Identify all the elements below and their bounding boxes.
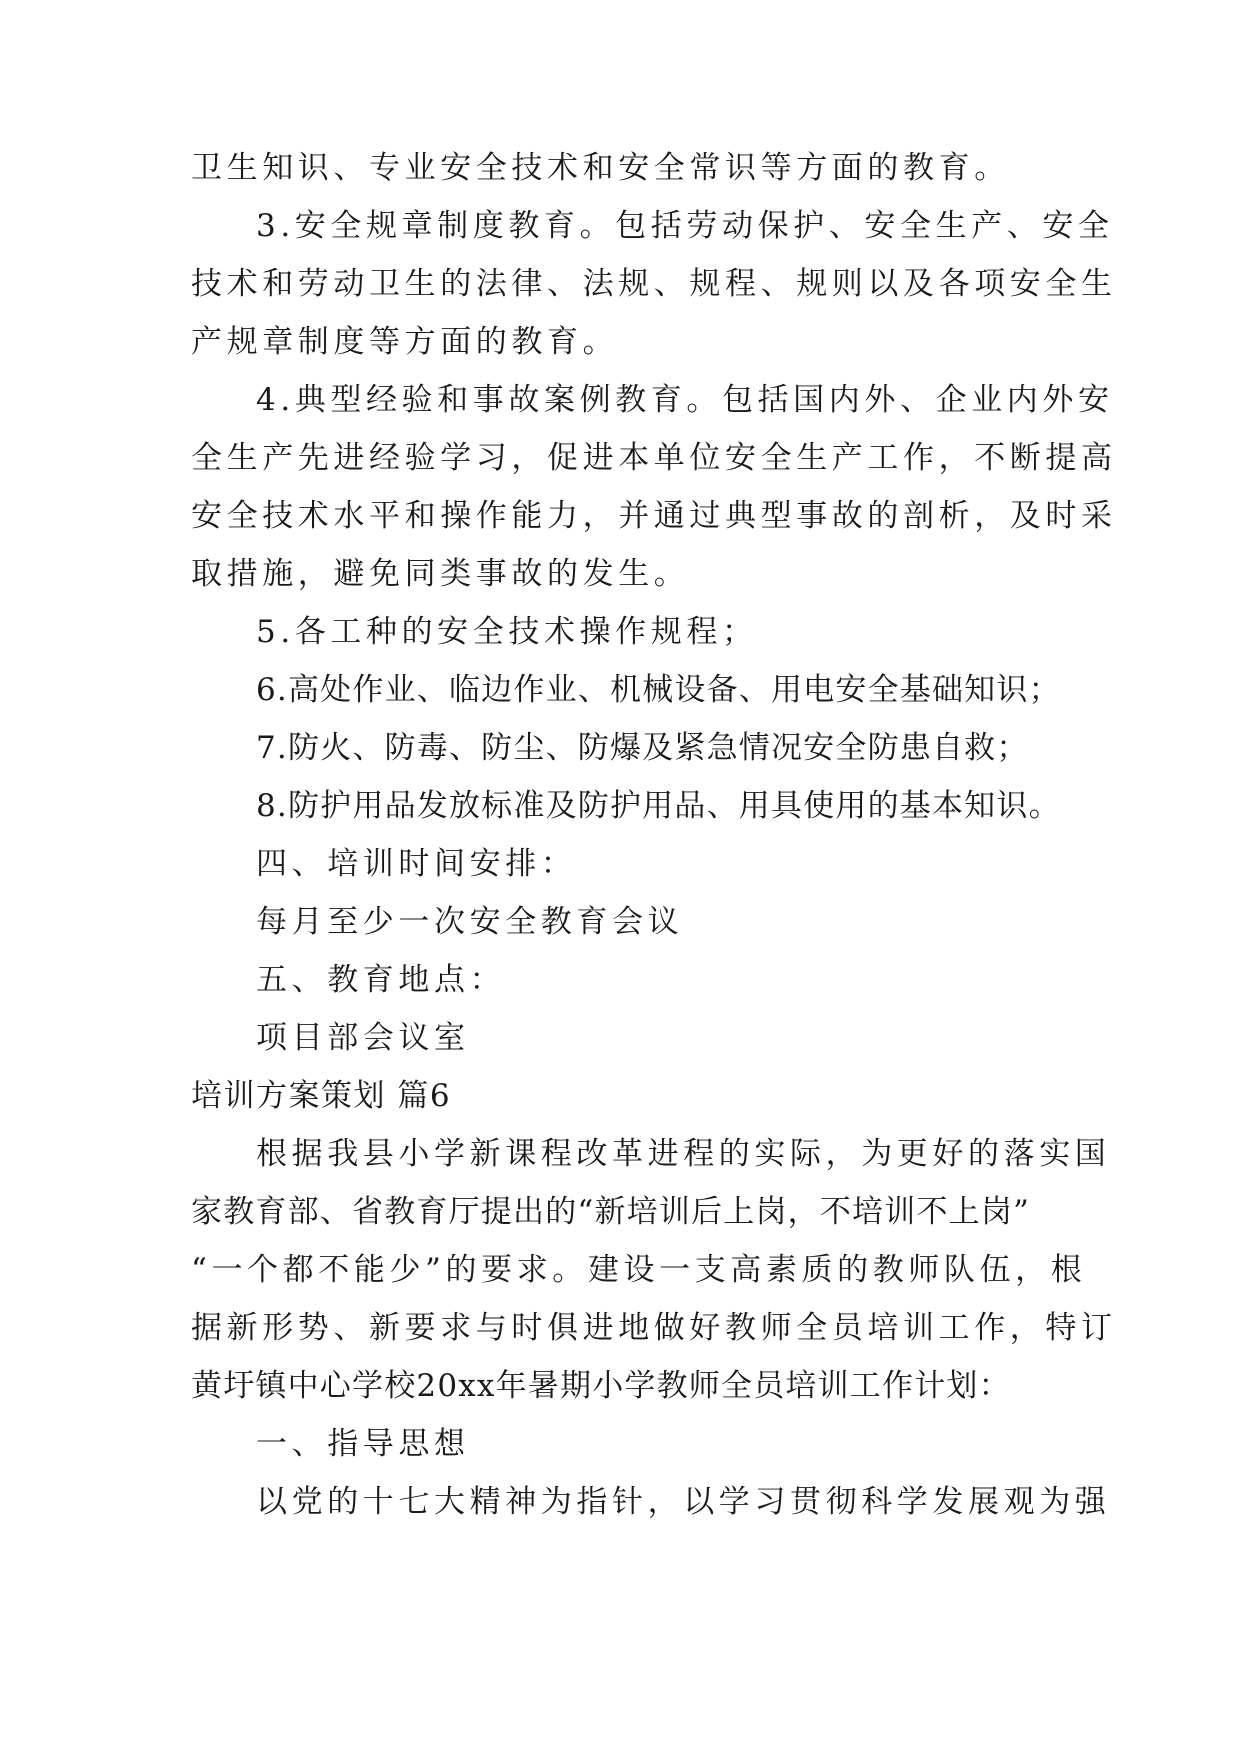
text-line: 7.防火、防毒、防尘、防爆及紧急情况安全防患自救； xyxy=(256,730,1029,766)
text-line: 安全技术水平和操作能力，并通过典型事故的剖析，及时采 xyxy=(191,498,1117,534)
text-line: 家教育部、省教育厅提出的“新培训后上岗，不培训不上岗” xyxy=(191,1194,1031,1230)
section-heading: 一、指导思想 xyxy=(256,1426,470,1462)
text-line: 项目部会议室 xyxy=(256,1020,470,1056)
text-line: 全生产先进经验学习，促进本单位安全生产工作，不断提高 xyxy=(191,440,1117,476)
text-line: 黄圩镇中心学校20xx年暑期小学教师全员培训工作计划： xyxy=(191,1368,1011,1404)
text-line: “一个都不能少”的要求。建设一支高素质的教师队伍，根 xyxy=(191,1252,1087,1288)
text-line: 每月至少一次安全教育会议 xyxy=(256,904,684,940)
text-line: 技术和劳动卫生的法律、法规、规程、规则以及各项安全生 xyxy=(191,266,1117,302)
text-line: 取措施，避免同类事故的发生。 xyxy=(191,556,690,592)
text-line: 卫生知识、专业安全技术和安全常识等方面的教育。 xyxy=(191,150,1010,186)
text-line: 根据我县小学新课程改革进程的实际，为更好的落实国 xyxy=(256,1136,1111,1172)
text-line: 8.防护用品发放标准及防护用品、用具使用的基本知识。 xyxy=(256,788,1061,824)
text-line: 6.高处作业、临边作业、机械设备、用电安全基础知识； xyxy=(256,672,1061,708)
text-line: 产规章制度等方面的教育。 xyxy=(191,324,619,360)
text-line: 以党的十七大精神为指针，以学习贯彻科学发展观为强 xyxy=(256,1484,1111,1520)
article-title: 培训方案策划 篇6 xyxy=(191,1078,452,1114)
text-line: 3.安全规章制度教育。包括劳动保护、安全生产、安全 xyxy=(256,208,1114,244)
text-line: 4.典型经验和事故案例教育。包括国内外、企业内外安 xyxy=(256,382,1114,418)
text-line: 5.各工种的安全技术操作规程； xyxy=(256,614,758,650)
section-heading: 五、教育地点： xyxy=(256,962,506,998)
section-heading: 四、培训时间安排： xyxy=(256,846,577,882)
text-line: 据新形势、新要求与时俱进地做好教师全员培训工作，特订 xyxy=(191,1310,1117,1346)
